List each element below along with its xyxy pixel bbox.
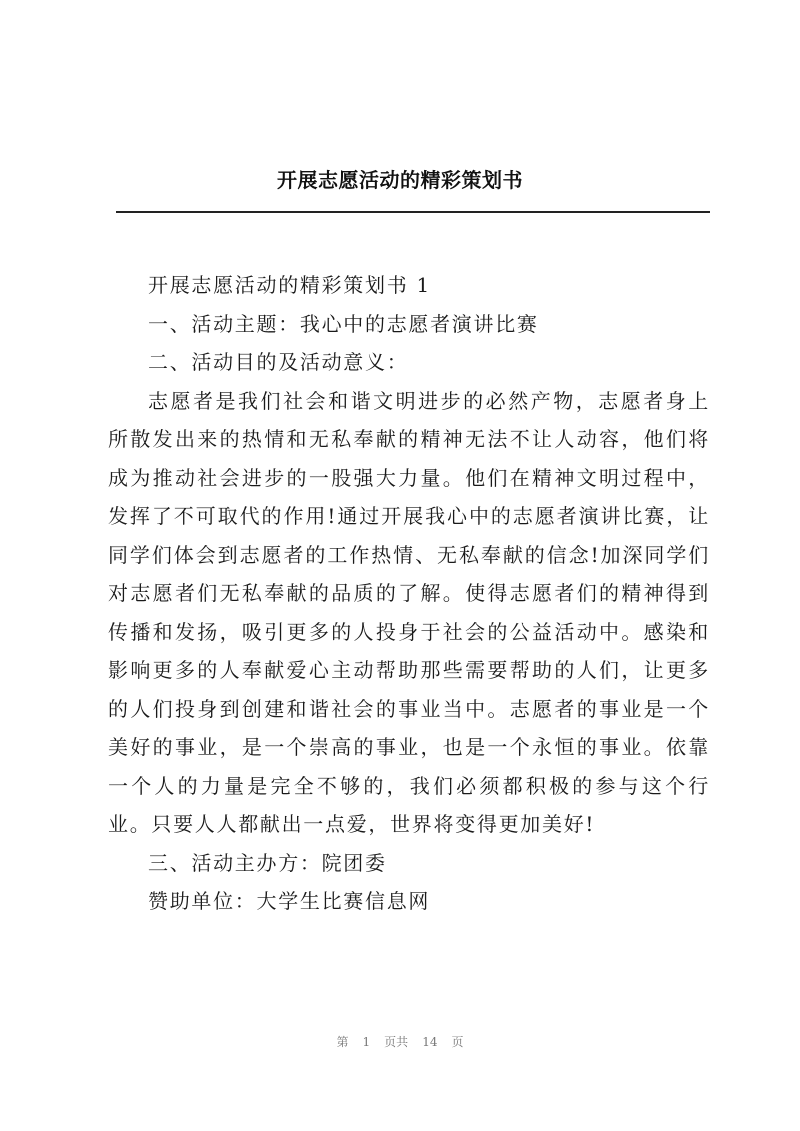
page-label-suffix: 页 [451,1035,464,1049]
organizer-line: 三、活动主办方：院团委 [148,850,387,875]
sponsor-line: 赞助单位：大学生比赛信息网 [148,889,431,913]
page-title: 开展志愿活动的精彩策划书 [277,168,523,192]
current-page-number: 1 [362,1035,371,1049]
total-pages-number: 14 [422,1035,438,1049]
title-divider [116,211,710,213]
section-heading: 开展志愿活动的精彩策划书 1 [148,273,431,297]
page-label-mid: 页共 [384,1035,409,1049]
purpose-heading: 二、活动目的及活动意义： [148,350,409,374]
page-footer [0,1033,800,1050]
document-body [108,266,710,921]
purpose-paragraph: 志愿者是我们社会和谐文明进步的必然产物，志愿者身上所散发出来的热情和无私奉献的精神无法不让人动容，他们将成为推动社会进步的一股强大力量。他们在精神文明过程中，发挥了不可取代的作用!通过开展我心中的志愿者演讲比赛，让同学们体会到志愿者的工作热情、无私奉献的信念!加深同学们对志愿者们无私奉献的品质的了解。使得志愿者们的精神得到传播和发扬，吸引更多的人投身于社会的公益活动中。感染和影响更多的人奉献爱心主动帮助那些需要帮助的人们，让更多的人们投身到创建和谐社会的事业当中。志愿者的事业是一个美好的事业，是一个崇高的事业，也是一个永恒的事业。依靠一个人的力量是完全不够的，我们必须都积极的参与这个行业。只要人人都献出一点爱，世界将变得更加美好! [108,388,710,836]
activity-theme: 一、活动主题：我心中的志愿者演讲比赛 [148,311,539,336]
page-label-prefix: 第 [336,1035,349,1049]
